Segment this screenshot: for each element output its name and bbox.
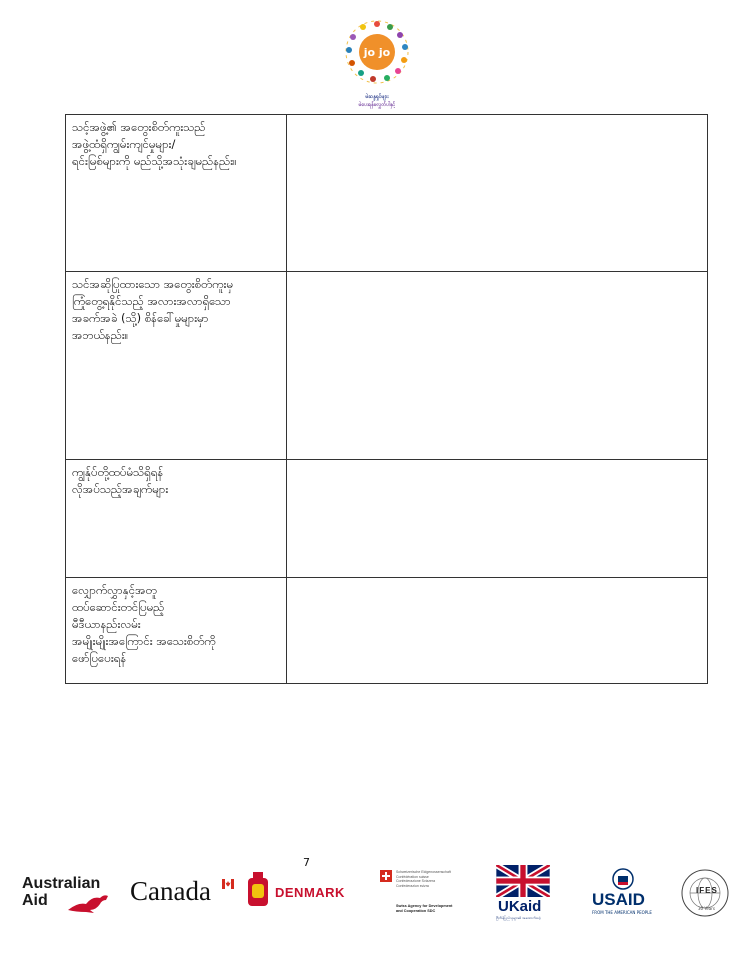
ifes-text: IFES [696, 886, 718, 895]
canada-wordmark [130, 876, 234, 910]
denmark-crest-icon [247, 872, 269, 908]
table-row [66, 272, 708, 460]
ukaid-subtext: ဗြိတိန်ပြည်သူများ၏ အထောက်အပံ့ [496, 916, 541, 920]
swiss-cross-icon [380, 870, 392, 882]
answer-cell[interactable] [287, 115, 708, 272]
australian-aid-line-2: Aid [22, 892, 48, 909]
question-text: သင့်အဖွဲ့၏ အတွေးစိတ်ကူးသည် အဖွဲ့ထံရှိကျွမ်းကျင်မှုများ/ ရင်းမြစ်များကို မည်သို့အသုံးချမည်နည်း။ [72, 120, 237, 168]
logo-caption-2: မဲပေးရန်မလွှတ်ပါနှင့် [358, 102, 396, 108]
australian-aid-line-1: Australian [22, 875, 101, 892]
form-table [65, 114, 708, 684]
table-row [66, 578, 708, 684]
usaid-text: USAID [592, 890, 645, 909]
question-cell [66, 460, 287, 578]
question-text: သင်အဆိုပြုထားသော အတွေးစိတ်ကူးမှ ကြုံတွေ့ရနိုင်သည့် အလားအလာရှိသော အခက်အခဲ (သို့) စိန်ခေါ်မှုများမှာ အဘယ်နည်း။ [72, 277, 234, 342]
usaid-subtext: FROM THE AMERICAN PEOPLE [592, 910, 652, 915]
canada-text: Canada [130, 876, 211, 906]
canada-flag-icon [222, 879, 234, 889]
swiss-line-3: Confederazione Svizzera [396, 879, 436, 883]
question-cell [66, 272, 287, 460]
australian-aid-logo [22, 876, 122, 918]
answer-cell[interactable] [287, 460, 708, 578]
answer-cell[interactable] [287, 272, 708, 460]
jojo-logo [340, 14, 414, 114]
question-text: လျှောက်လွှာနှင့်အတူ ထပ်ဆောင်းတင်ပြမည့် မီဒီယာနည်းလမ်း အမျိုးမျိုးအကြောင်း အသေးစိတ်ကို ဖော်ပြပေးရန် [72, 583, 216, 665]
denmark-logo [247, 872, 363, 912]
answer-cell[interactable] [287, 578, 708, 684]
swiss-line-6: and Cooperation SDC [396, 909, 436, 913]
kangaroo-icon [66, 892, 112, 914]
page-number: 7 [303, 856, 310, 869]
swiss-line-1: Schweizerische Eidgenossenschaft [396, 870, 451, 874]
table-row [66, 115, 708, 272]
question-cell [66, 115, 287, 272]
usaid-logo [590, 868, 660, 920]
denmark-text: DENMARK [275, 885, 345, 900]
union-jack-icon [496, 865, 550, 897]
ifes-subtext: 30 Years [698, 906, 715, 911]
swiss-line-2: Confédération suisse [396, 874, 429, 879]
swiss-line-4: Confederaziun svizra [396, 883, 429, 888]
usaid-seal-icon [612, 868, 634, 890]
ukaid-logo [496, 865, 556, 923]
sponsor-logos [0, 862, 746, 922]
swiss-line-5: Swiss Agency for Development [396, 904, 453, 908]
logo-caption-1: မဲဆန္ဒရှင်များ [365, 94, 389, 100]
question-cell [66, 578, 287, 684]
ifes-logo [680, 868, 732, 920]
question-text: ကျွန်ုပ်တို့ထပ်မံသိရှိရန် လိုအပ်သည့်အချက်များ [72, 465, 169, 496]
table-row [66, 460, 708, 578]
swiss-sdc-logo [380, 870, 475, 918]
logo-text: jo jo [363, 46, 391, 59]
ukaid-text: UKaid [498, 898, 542, 915]
